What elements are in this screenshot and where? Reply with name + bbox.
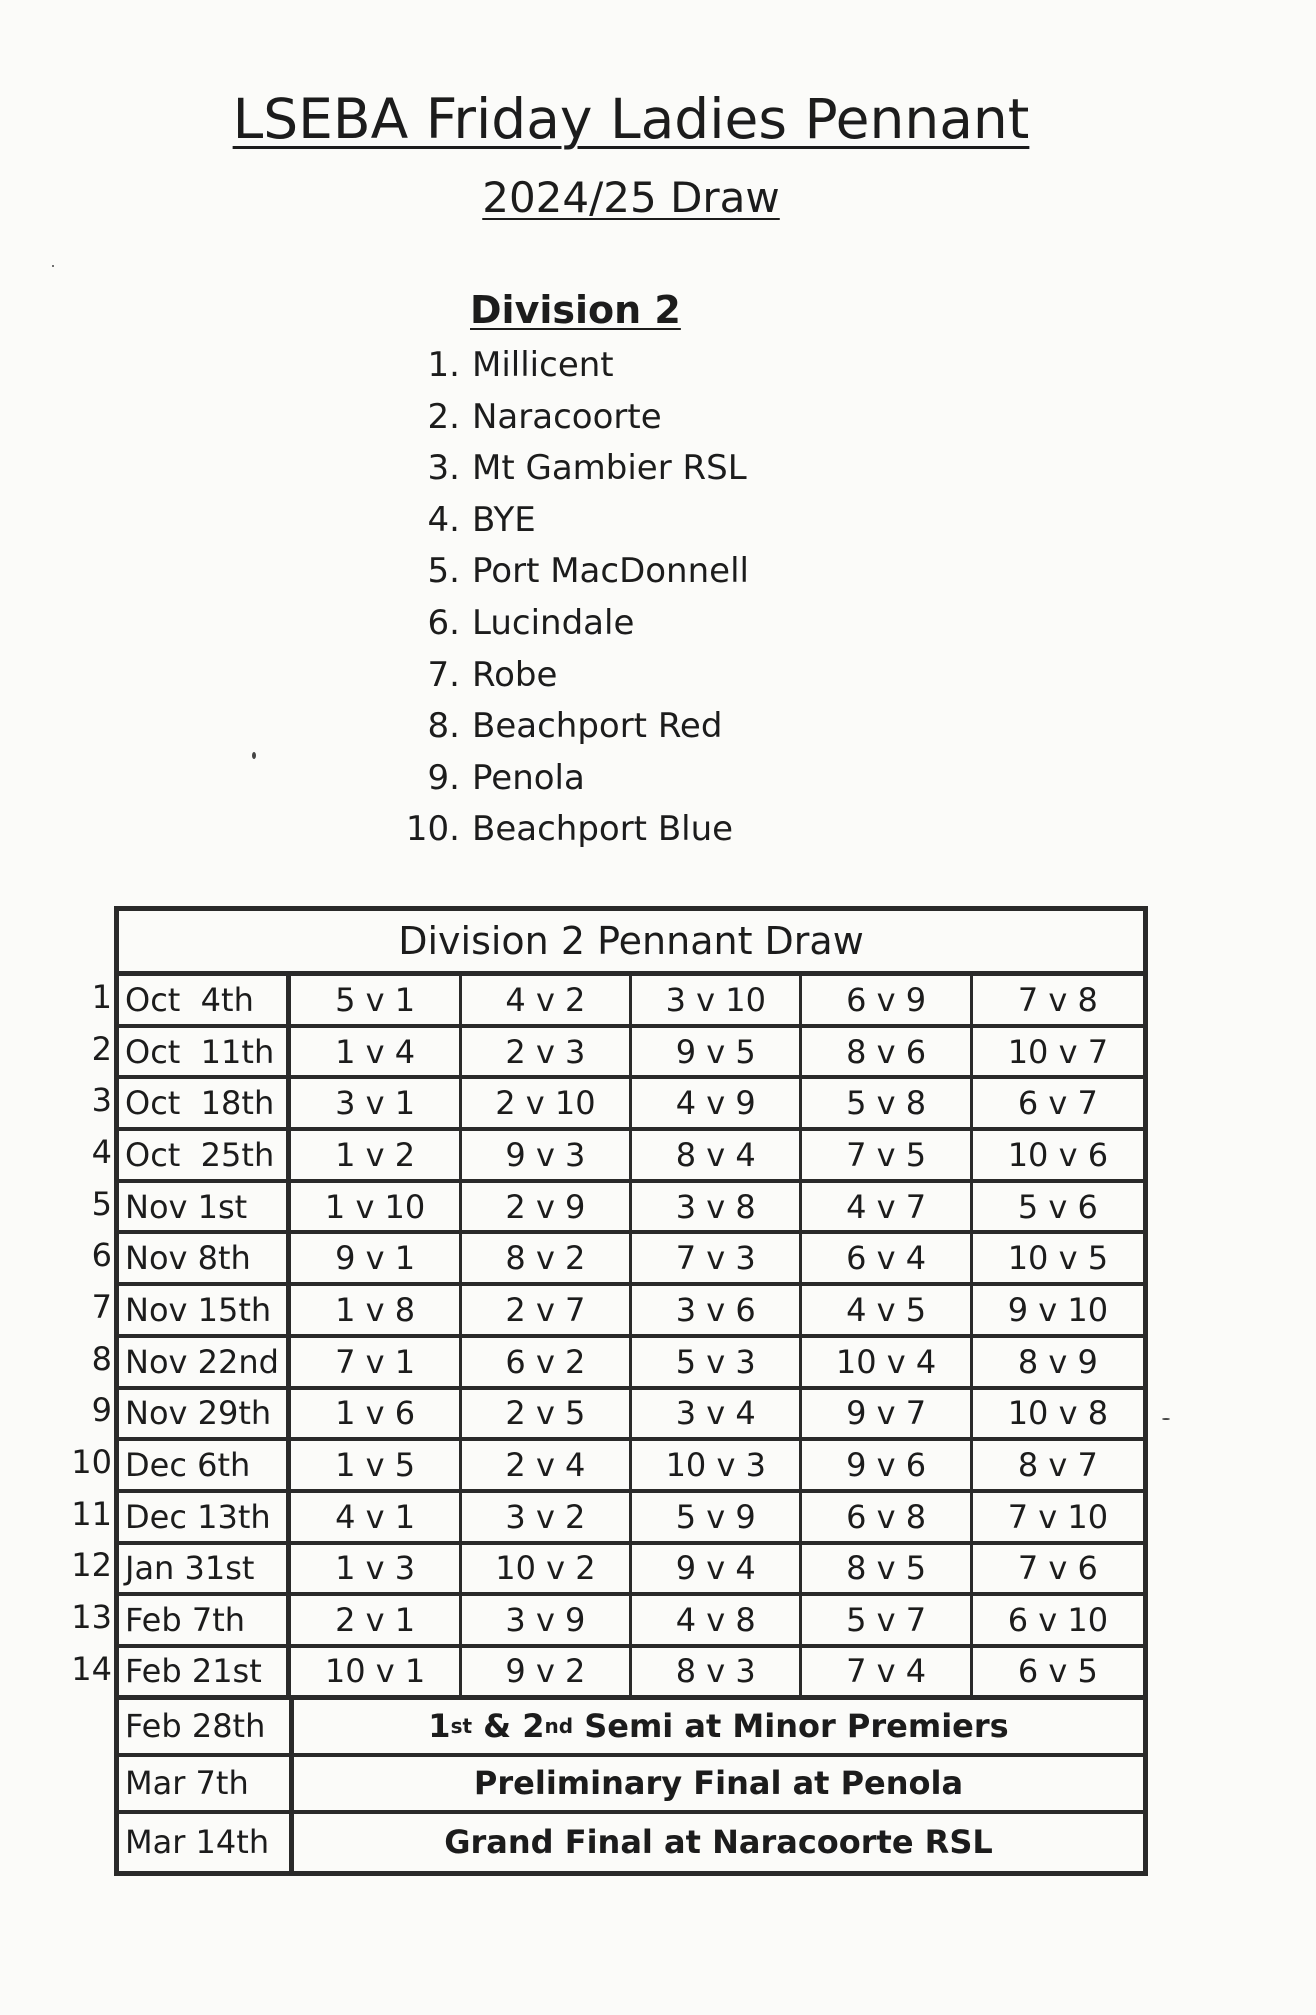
final-date: Mar 7th [119, 1757, 294, 1810]
round-date: Feb 7th [119, 1596, 291, 1644]
round-date: Nov 8th [119, 1234, 291, 1282]
table-row [119, 1441, 1143, 1493]
match-cell: 5 v 9 [632, 1493, 802, 1541]
match-cell: 8 v 3 [632, 1648, 802, 1695]
match-cell: 8 v 6 [802, 1028, 972, 1076]
team-number: 10. [405, 809, 460, 850]
team-item [390, 340, 749, 392]
team-number: 2. [427, 396, 460, 437]
round-number: 5 [91, 1184, 112, 1223]
final-date: Feb 28th [119, 1700, 294, 1753]
match-cell: 1 v 2 [291, 1131, 461, 1179]
match-cell: 8 v 4 [632, 1131, 802, 1179]
team-item [390, 443, 749, 495]
match-cell: 10 v 1 [291, 1648, 461, 1695]
table-row [119, 1545, 1143, 1597]
match-cell: 3 v 4 [632, 1390, 802, 1438]
round-date: Dec 6th [119, 1441, 291, 1489]
round-date: Nov 1st [119, 1183, 291, 1231]
match-cell: 9 v 4 [632, 1545, 802, 1593]
match-cell: 9 v 5 [632, 1028, 802, 1076]
team-number: 8. [427, 706, 460, 747]
table-row [119, 1493, 1143, 1545]
match-cell: 10 v 7 [1007, 1032, 1109, 1071]
team-name: Naracoorte [472, 396, 662, 437]
team-item [390, 650, 749, 702]
match-cell: 5 v 6 [1017, 1187, 1098, 1226]
table-row [119, 976, 1143, 1028]
match-cell: 7 v 4 [802, 1648, 972, 1695]
round-number: 14 [71, 1649, 112, 1688]
match-cell: 1 v 10 [291, 1183, 461, 1231]
match-cell: 2 v 1 [291, 1596, 461, 1644]
table-row [119, 1028, 1143, 1080]
semi-venue: Semi at Minor Premiers [573, 1707, 1009, 1746]
match-cell: 10 v 4 [802, 1338, 972, 1386]
round-number: 8 [91, 1339, 112, 1378]
round-date: Oct 25th [119, 1131, 291, 1179]
team-item [390, 598, 749, 650]
round-number: 13 [71, 1598, 112, 1637]
final-row-semi [119, 1700, 1143, 1757]
round-date: Oct 4th [119, 976, 291, 1024]
round-date: Nov 15th [119, 1286, 291, 1334]
match-cell: 7 v 1 [291, 1338, 461, 1386]
match-cell: 9 v 7 [802, 1390, 972, 1438]
final-description: Preliminary Final at Penola [473, 1764, 964, 1803]
match-cell: 4 v 7 [802, 1183, 972, 1231]
match-cell: 1 v 3 [291, 1545, 461, 1593]
round-number: 11 [71, 1494, 112, 1533]
team-number: 5. [427, 551, 460, 592]
team-number: 7. [427, 654, 460, 695]
match-cell: 10 v 6 [1007, 1135, 1109, 1174]
table-row [119, 1079, 1143, 1131]
match-cell: 2 v 5 [462, 1390, 632, 1438]
semi-second-suffix: nd [544, 1714, 574, 1739]
team-item [390, 546, 749, 598]
round-number: 10 [71, 1443, 112, 1482]
round-number: 4 [91, 1132, 112, 1171]
round-date: Nov 29th [119, 1390, 291, 1438]
page-title: LSEBA Friday Ladies Pennant [232, 87, 1030, 151]
match-cell: 5 v 8 [802, 1079, 972, 1127]
match-cell: 6 v 8 [802, 1493, 972, 1541]
match-cell: 7 v 10 [1007, 1497, 1109, 1536]
team-item [390, 753, 749, 805]
team-name: Beachport Red [472, 706, 723, 747]
match-cell: 3 v 10 [632, 976, 802, 1024]
table-row [119, 1234, 1143, 1286]
final-row-grand [119, 1814, 1143, 1871]
match-cell: 6 v 4 [802, 1234, 972, 1282]
round-date: Jan 31st [119, 1545, 291, 1593]
match-cell: 6 v 7 [1017, 1084, 1098, 1123]
round-number: 9 [91, 1391, 112, 1430]
match-cell: 7 v 6 [1017, 1549, 1098, 1588]
table-row [119, 1131, 1143, 1183]
match-cell: 9 v 1 [291, 1234, 461, 1282]
final-row-preliminary [119, 1757, 1143, 1814]
table-row [119, 1596, 1143, 1648]
match-cell: 3 v 2 [462, 1493, 632, 1541]
match-cell: 1 v 8 [291, 1286, 461, 1334]
round-number: 1 [91, 977, 112, 1016]
table-row [119, 1338, 1143, 1390]
page-subtitle: 2024/25 Draw [482, 173, 780, 222]
match-cell: 5 v 3 [632, 1338, 802, 1386]
round-number-column [66, 971, 112, 1695]
match-cell: 2 v 9 [462, 1183, 632, 1231]
match-cell: 1 v 4 [291, 1028, 461, 1076]
team-number: 6. [427, 602, 460, 643]
match-cell: 10 v 5 [1007, 1239, 1109, 1278]
match-cell: 8 v 5 [802, 1545, 972, 1593]
round-number: 3 [91, 1081, 112, 1120]
match-cell: 6 v 10 [1007, 1601, 1109, 1640]
match-cell: 7 v 8 [1017, 980, 1098, 1019]
match-cell: 8 v 2 [462, 1234, 632, 1282]
team-item [390, 701, 749, 753]
match-cell: 8 v 7 [1017, 1446, 1098, 1485]
match-cell: 6 v 9 [802, 976, 972, 1024]
team-name: Mt Gambier RSL [472, 448, 747, 489]
final-description: Grand Final at Naracoorte RSL [444, 1823, 993, 1862]
team-name: Millicent [472, 345, 614, 385]
draw-table-body [119, 976, 1143, 1700]
match-cell: 1 v 6 [291, 1390, 461, 1438]
match-cell: 1 v 5 [291, 1441, 461, 1489]
team-name: Beachport Blue [472, 809, 734, 850]
draw-table-title: Division 2 Pennant Draw [119, 911, 1143, 976]
team-item [390, 392, 749, 444]
match-cell: 9 v 3 [462, 1131, 632, 1179]
team-item [390, 495, 749, 547]
division-heading: Division 2 [470, 288, 681, 332]
match-cell: 2 v 7 [462, 1286, 632, 1334]
team-name: BYE [472, 499, 536, 540]
semi-second: & 2 [472, 1707, 545, 1746]
team-item [390, 804, 749, 856]
team-name: Penola [472, 757, 585, 798]
match-cell: 2 v 3 [462, 1028, 632, 1076]
match-cell: 10 v 3 [632, 1441, 802, 1489]
match-cell: 6 v 5 [1017, 1652, 1098, 1691]
round-number: 2 [91, 1029, 112, 1068]
match-cell: 4 v 9 [632, 1079, 802, 1127]
match-cell: 4 v 2 [462, 976, 632, 1024]
team-number: 9. [427, 757, 460, 798]
match-cell: 10 v 8 [1007, 1394, 1109, 1433]
scan-speck [252, 752, 256, 759]
match-cell: 4 v 5 [802, 1286, 972, 1334]
round-date: Feb 21st [119, 1648, 291, 1695]
match-cell: 3 v 6 [632, 1286, 802, 1334]
match-cell: 2 v 4 [462, 1441, 632, 1489]
team-number: 4. [427, 499, 460, 540]
final-date: Mar 14th [119, 1814, 294, 1871]
match-cell: 4 v 8 [632, 1596, 802, 1644]
scan-speck [1162, 1418, 1170, 1420]
team-name: Lucindale [472, 602, 635, 643]
match-cell: 7 v 3 [632, 1234, 802, 1282]
match-cell: 8 v 9 [1017, 1342, 1098, 1381]
match-cell: 5 v 1 [291, 976, 461, 1024]
final-description [294, 1700, 1143, 1753]
team-name: Robe [472, 654, 558, 695]
draw-table [114, 906, 1148, 1876]
round-date: Oct 11th [119, 1028, 291, 1076]
round-date: Nov 22nd [119, 1338, 291, 1386]
match-cell: 6 v 2 [462, 1338, 632, 1386]
round-number: 6 [91, 1236, 112, 1275]
round-number: 12 [71, 1546, 112, 1585]
match-cell: 3 v 8 [632, 1183, 802, 1231]
match-cell: 9 v 6 [802, 1441, 972, 1489]
scan-speck [52, 265, 54, 267]
team-number: 3. [427, 448, 460, 489]
table-row [119, 1183, 1143, 1235]
round-number: 7 [91, 1287, 112, 1326]
team-list [390, 340, 749, 856]
round-date: Oct 18th [119, 1079, 291, 1127]
match-cell: 9 v 2 [462, 1648, 632, 1695]
match-cell: 2 v 10 [462, 1079, 632, 1127]
team-name: Port MacDonnell [472, 551, 749, 592]
match-cell: 3 v 9 [462, 1596, 632, 1644]
match-cell: 10 v 2 [462, 1545, 632, 1593]
semi-first: 1 [428, 1707, 451, 1746]
table-row [119, 1286, 1143, 1338]
semi-first-suffix: st [450, 1714, 473, 1739]
table-row [119, 1390, 1143, 1442]
table-row [119, 1648, 1143, 1700]
match-cell: 5 v 7 [802, 1596, 972, 1644]
match-cell: 9 v 10 [1007, 1290, 1109, 1329]
team-number: 1. [427, 345, 460, 385]
round-date: Dec 13th [119, 1493, 291, 1541]
match-cell: 7 v 5 [802, 1131, 972, 1179]
match-cell: 4 v 1 [291, 1493, 461, 1541]
match-cell: 3 v 1 [291, 1079, 461, 1127]
